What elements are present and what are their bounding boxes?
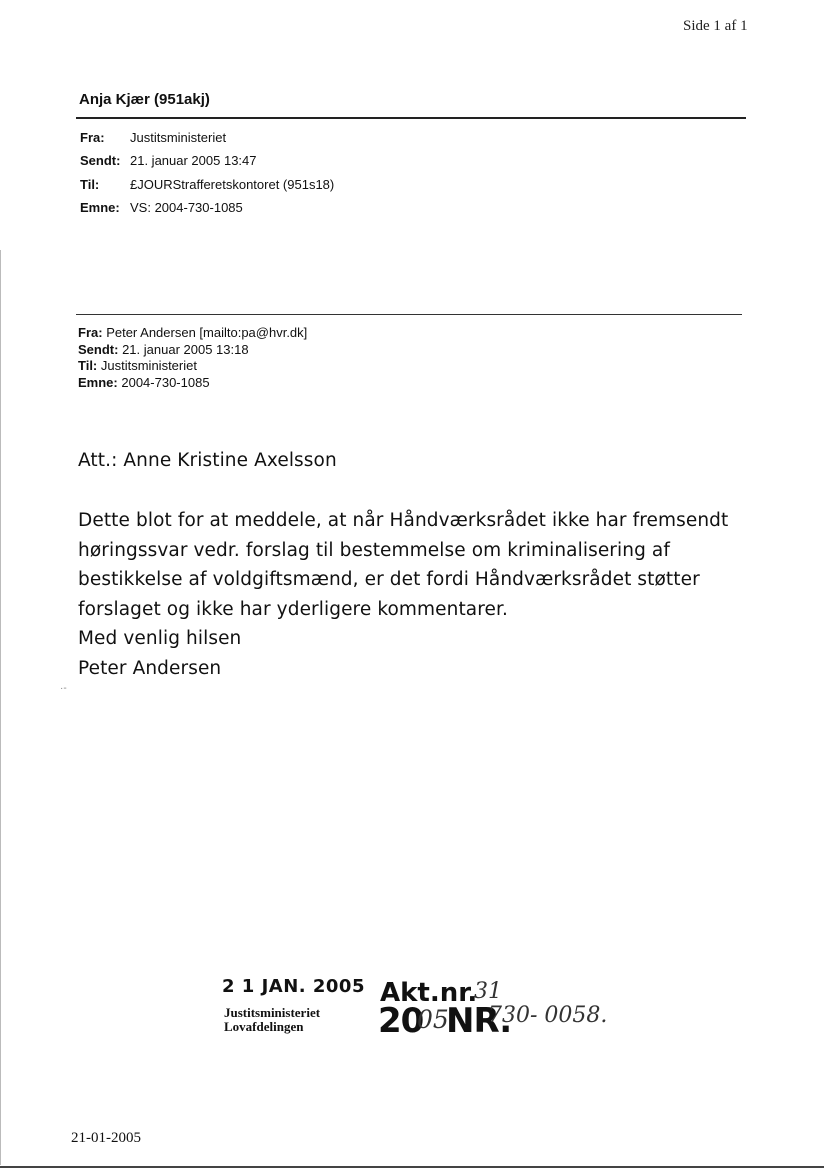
original-from-label: Fra: <box>78 325 103 340</box>
forward-to-value: £JOURStrafferetskontoret (951s18) <box>130 177 335 192</box>
scan-edge-bottom <box>0 1166 824 1168</box>
original-to-row <box>78 358 307 375</box>
received-stamp-line-1: Justitsministeriet <box>224 1005 321 1020</box>
received-stamp-line-2: Lovafdelingen <box>224 1019 304 1034</box>
original-subject-label: Emne: <box>78 374 118 390</box>
original-subject-row <box>78 375 307 392</box>
original-from-row <box>78 325 307 342</box>
original-subject-value: 2004-730-1085 <box>121 374 210 390</box>
body-line-2: høringssvar vedr. forslag til bestemmelse om kriminalisering af <box>78 540 670 561</box>
forward-to-label: Til: <box>80 177 100 192</box>
original-message-rule <box>76 314 742 315</box>
body-line-4: forslaget og ikke har yderligere kommentarer. <box>78 599 508 620</box>
original-to-label: Til: <box>78 358 98 373</box>
journal-stamp-year-handwritten: 05 <box>417 1005 449 1034</box>
journal-stamp-akt-label: Akt.nr. <box>380 978 478 1008</box>
forward-from-label: Fra: <box>80 130 105 145</box>
forward-sent-value: 21. januar 2005 13:47 <box>130 153 257 168</box>
body-line-1: Dette blot for at meddele, at når Håndværksrådet ikke har fremsendt <box>78 510 729 531</box>
signature-line: Peter Andersen <box>78 658 222 679</box>
attention-line: Att.: Anne Kristine Axelsson <box>78 450 337 471</box>
footer-date: 21-01-2005 <box>71 1130 141 1146</box>
journal-stamp-nr-value: 730- 0058. <box>488 1003 608 1028</box>
original-from-value: Peter Andersen [mailto:pa@hvr.dk] <box>106 325 308 340</box>
original-to-value: Justitsministeriet <box>100 358 197 373</box>
forward-subject-label: Emne: <box>80 200 120 215</box>
body-line-3: bestikkelse af voldgiftsmænd, er det fordi Håndværksrådet støtter <box>78 569 700 590</box>
margin-mark: ·‑ <box>60 683 67 694</box>
received-stamp-date: 2 1 JAN. 2005 <box>222 976 365 997</box>
journal-stamp-year-prefix: 20 <box>378 1001 424 1041</box>
scan-edge-left <box>0 250 1 1165</box>
closing-line: Med venlig hilsen <box>78 628 242 649</box>
journal-stamp-nr-label: NR. <box>446 1001 512 1041</box>
header-rule <box>76 117 746 119</box>
forward-subject-value: VS: 2004-730-1085 <box>130 200 243 215</box>
original-sent-row <box>78 342 307 359</box>
forward-sent-label: Sendt: <box>80 153 121 168</box>
original-sent-label: Sendt: <box>78 341 119 357</box>
page-number: Side 1 af 1 <box>683 18 748 34</box>
mail-owner: Anja Kjær (951akj) <box>79 91 210 108</box>
forward-from-value: Justitsministeriet <box>130 130 227 145</box>
original-header <box>78 325 307 391</box>
journal-stamp-akt-value: 31 <box>474 979 502 1004</box>
original-sent-value: 21. januar 2005 13:18 <box>122 341 249 357</box>
